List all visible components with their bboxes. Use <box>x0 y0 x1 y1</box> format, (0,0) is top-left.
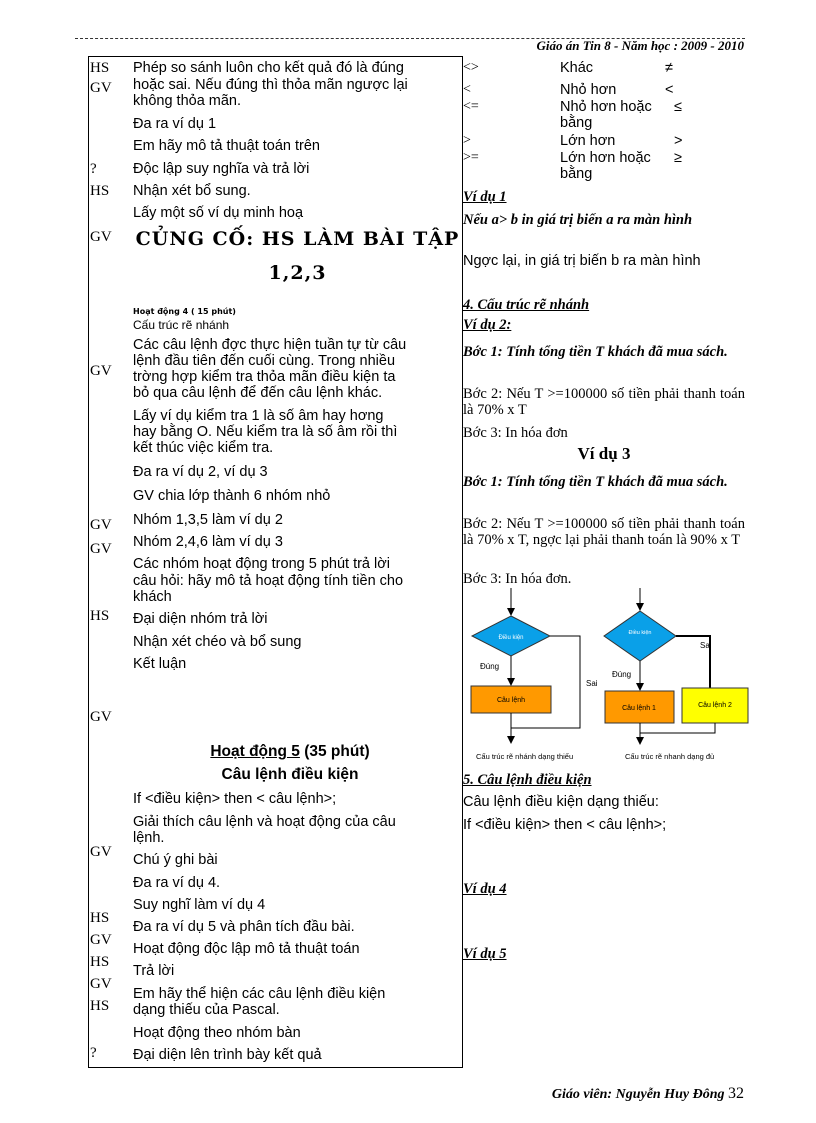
example-1-title: Ví dụ 1 <box>463 189 507 205</box>
left-text: GV chia lớp thành 6 nhóm nhỏ <box>133 488 331 504</box>
operator-symbol: < <box>463 82 471 97</box>
consolidation-heading: CỦNG CỐ: HS LÀM BÀI TẬP <box>135 228 460 250</box>
statement-1-label: Câu lệnh 1 <box>622 705 656 712</box>
left-text: bỏ qua câu lệnh để đến câu lệnh khác. <box>133 385 383 401</box>
operator-symbol: > <box>463 133 471 148</box>
operator-math: > <box>674 133 683 149</box>
left-text: Nhóm 2,4,6 làm ví dụ 3 <box>133 534 283 550</box>
role-label: ? <box>90 1045 97 1061</box>
left-text: Lấy một số ví dụ minh hoạ <box>133 205 304 221</box>
operator-name: Lớn hơn <box>560 133 616 149</box>
example-3-title: Ví dụ 3 <box>577 444 631 463</box>
example-3-step-1: Bớc 1: Tính tổng tiền T khách đã mua sách. <box>463 474 728 490</box>
left-text: Nhóm 1,3,5 làm ví dụ 2 <box>133 512 283 528</box>
role-label: ? <box>90 161 97 177</box>
no-label: Sai <box>700 641 712 650</box>
example-2-step-2: Bớc 2: Nếu T >=100000 số tiền phải thanh toán là 70% x T <box>463 386 745 418</box>
section-5-text: Câu lệnh điều kiện dạng thiếu: <box>463 794 659 810</box>
operator-name: Nhỏ hơn hoặc bằng <box>560 99 652 131</box>
role-label: HS <box>90 910 110 926</box>
footer-author: Giáo viên: Nguyễn Huy Đông <box>551 1087 725 1102</box>
role-label: GV <box>90 80 112 96</box>
example-3-step-2: Bớc 2: Nếu T >=100000 số tiền phải thanh toán là 70% x T, ngợc lại phải thanh toán là 90% x T <box>463 516 745 548</box>
role-label: GV <box>90 517 112 533</box>
operator-name: Lớn hơn hoặc bằng <box>560 150 651 182</box>
left-text: Suy nghĩ làm ví dụ 4 <box>133 897 266 913</box>
left-text: Các câu lệnh đợc thực hiện tuần tự từ câu <box>133 337 407 353</box>
left-text: Đa ra ví dụ 5 và phân tích đầu bài. <box>133 919 355 935</box>
activity-5-title: Hoạt động 5 <box>210 743 300 760</box>
no-label: Sai <box>586 679 598 688</box>
role-label: HS <box>90 60 110 76</box>
section-4-title: 4. Cấu trúc rẽ nhánh <box>463 297 590 313</box>
left-text: hay bằng O. Nếu kiểm tra là số âm rồi thì <box>133 424 398 440</box>
left-text: Đại diện lên trình bày kết quả <box>133 1047 322 1063</box>
statement-2-label: Câu lệnh 2 <box>698 702 732 709</box>
left-text: lệnh đầu tiên đến cuối cùng. Trong nhiều <box>133 353 396 369</box>
consolidation-heading-numbers: 1,2,3 <box>268 262 327 284</box>
operator-symbol: <= <box>463 99 479 114</box>
example-2-step-3: Bớc 3: In hóa đơn <box>463 425 568 441</box>
activity-4-subtitle: Cấu trúc rẽ nhánh <box>133 318 230 332</box>
operator-math: ≥ <box>674 150 682 166</box>
activity-5-subtitle: Câu lệnh điều kiện <box>221 766 359 783</box>
header-title: Giáo án Tin 8 - Năm học : 2009 - 2010 <box>536 38 744 53</box>
operator-symbol: <> <box>463 60 479 75</box>
yes-label: Đúng <box>480 662 500 671</box>
caption-full: Cấu trúc rẽ nhanh dạng đủ <box>625 752 715 761</box>
left-text: If <điều kiện> then < câu lệnh>; <box>133 791 337 807</box>
caption-partial: Cấu trúc rẽ nhánh dạng thiếu <box>476 752 574 761</box>
left-text: Trả lời <box>133 963 175 979</box>
role-label: GV <box>90 541 112 557</box>
example-2-step-1: Bớc 1: Tính tổng tiền T khách đã mua sách. <box>463 344 728 360</box>
condition-diamond <box>604 611 676 661</box>
operator-math: ≤ <box>674 99 682 115</box>
left-text: Lấy ví dụ kiểm tra 1 là số âm hay hơng <box>133 408 384 424</box>
left-text: lệnh. <box>133 830 165 846</box>
left-text: Đa ra ví dụ 4. <box>133 875 221 891</box>
statement-label: Câu lệnh <box>496 697 526 704</box>
role-label: GV <box>90 976 112 992</box>
example-1-condition: Nếu a> b in giá trị biến a ra màn hình <box>463 212 693 228</box>
condition-label: Điều kiện <box>628 630 652 636</box>
left-text: Đa ra ví dụ 1 <box>133 116 217 132</box>
left-text: Kết luận <box>133 656 187 672</box>
left-text: Độc lập suy nghĩa và trả lời <box>133 161 310 177</box>
left-text: trờng hợp kiểm tra thỏa mãn điều kiện ta <box>133 369 396 385</box>
left-text: khách <box>133 589 172 605</box>
left-text: Đại diện nhóm trả lời <box>133 611 268 627</box>
operator-math: < <box>665 82 674 98</box>
role-label: HS <box>90 183 110 199</box>
left-text: không thỏa mãn. <box>133 93 242 109</box>
section-5-syntax: If <điều kiện> then < câu lệnh>; <box>463 817 667 833</box>
branching-flowcharts <box>462 586 752 766</box>
left-text: Các nhóm hoạt động trong 5 phút trả lời <box>133 556 390 572</box>
left-text: kết thúc việc kiểm tra. <box>133 440 274 456</box>
page-number: 32 <box>728 1085 744 1102</box>
footer <box>552 1085 744 1103</box>
left-text: Chú ý ghi bài <box>133 852 218 868</box>
role-label: GV <box>90 932 112 948</box>
section-5-title: 5. Câu lệnh điều kiện <box>463 772 592 788</box>
left-text: Hoạt động theo nhóm bàn <box>133 1025 301 1041</box>
example-5-title: Ví dụ 5 <box>463 946 507 962</box>
operator-math: ≠ <box>665 60 673 76</box>
role-label: GV <box>90 844 112 860</box>
condition-label: Điều kiện <box>498 635 524 641</box>
role-label: HS <box>90 954 110 970</box>
left-text: Giải thích câu lệnh và hoạt động của câu <box>133 814 396 830</box>
example-3-step-3: Bớc 3: In hóa đơn. <box>463 571 572 587</box>
left-text: Hoạt động độc lập mô tả thuật toán <box>133 941 360 957</box>
operator-symbol: >= <box>463 150 479 165</box>
left-text: hoặc sai. Nếu đúng thì thỏa mãn ngược lại <box>133 77 408 93</box>
activity-4-title: Hoạt động 4 ( 15 phút) <box>133 307 236 316</box>
left-text: Nhận xét bổ sung. <box>133 183 251 199</box>
left-text: Phép so sánh luôn cho kết quả đó là đúng <box>133 60 404 76</box>
role-label: GV <box>90 363 112 379</box>
example-4-title: Ví dụ 4 <box>463 881 507 897</box>
flow-line <box>640 723 715 733</box>
example-1-else: Ngợc lại, in giá trị biến b ra màn hình <box>463 253 701 269</box>
role-label: HS <box>90 608 110 624</box>
operator-name: Khác <box>560 60 594 76</box>
activity-5-time: (35 phút) <box>299 743 370 760</box>
left-text: dạng thiếu của Pascal. <box>133 1002 280 1018</box>
left-text: câu hỏi: hãy mô tả hoạt động tính tiền cho <box>133 573 404 589</box>
example-2-title: Ví dụ 2: <box>463 317 512 333</box>
yes-label: Đúng <box>612 670 632 679</box>
activity-5-heading <box>120 744 460 760</box>
left-text: Nhận xét chéo và bổ sung <box>133 634 302 650</box>
left-text: Em hãy mô tả thuật toán trên <box>133 138 320 154</box>
operator-name: Nhỏ hơn <box>560 82 617 98</box>
left-text: Đa ra ví dụ 2, ví dụ 3 <box>133 464 268 480</box>
role-label: GV <box>90 229 112 245</box>
role-label: GV <box>90 709 112 725</box>
left-text: Em hãy thể hiện các câu lệnh điều kiện <box>133 986 386 1002</box>
role-label: HS <box>90 998 110 1014</box>
